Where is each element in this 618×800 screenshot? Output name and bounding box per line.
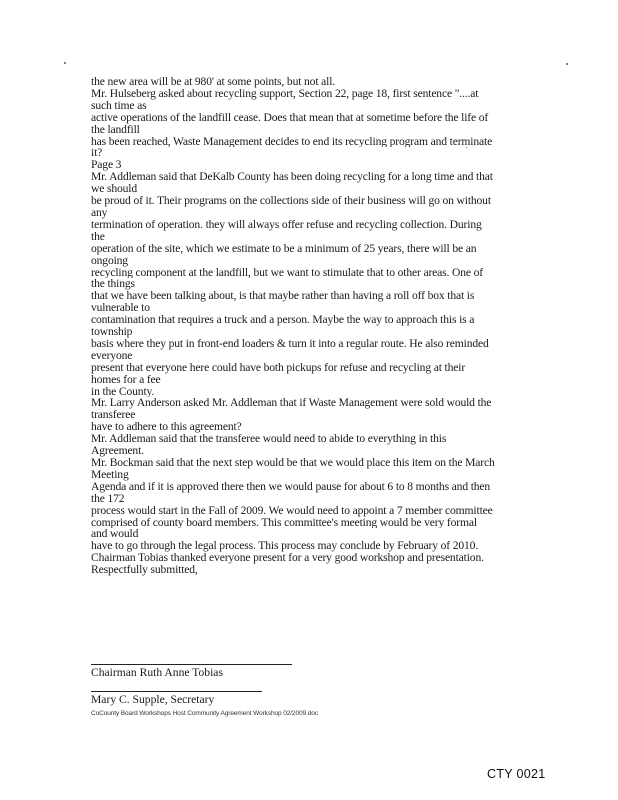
body-line: the [91, 230, 105, 243]
body-line: homes for a fee [91, 373, 161, 386]
body-line: have to go through the legal process. This process may conclude by February of 2010. [91, 540, 479, 553]
body-line: present that everyone here could have both pickups for refuse and recycling at their [91, 361, 466, 374]
secretary-name: Mary C. Supple, Secretary [91, 693, 215, 706]
body-line: have to adhere to this agreement? [91, 421, 242, 434]
body-line: Mr. Bockman said that the next step would be that we would place this item on the March [91, 457, 495, 469]
body-line: basis where they put in front-end loaders & turn it into a regular route. He also reminded [91, 337, 489, 350]
body-line: Mr. Addleman said that the transferee would need to abide to everything in this [91, 433, 447, 446]
body-line: transferee [91, 409, 136, 422]
body-line: Page 3 [91, 159, 122, 172]
body-line: everyone [91, 349, 133, 362]
body-line: the things [91, 278, 135, 291]
body-line: Chairman Tobias thanked everyone present for a very good workshop and presentation. [91, 552, 484, 565]
body-line: be proud of it. Their programs on the collections side of their business will go on without [91, 195, 491, 207]
body-line: recycling component at the landfill, but we want to stimulate that to other areas. One of [91, 266, 483, 279]
scan-speck [566, 63, 568, 65]
body-line: Respectfully submitted, [91, 564, 198, 577]
body-line: the landfill [91, 123, 140, 136]
body-line: Meeting [91, 468, 129, 481]
secretary-signature-block [91, 691, 391, 706]
body-line: active operations of the landfill cease. Does that mean that at sometime before the life of [91, 111, 489, 124]
body-line: ongoing [91, 254, 128, 267]
body-line: Agenda and if it is approved there then we would pause for about 6 to 8 months and then [91, 480, 491, 493]
chairman-signature-block [91, 664, 391, 679]
body-line: Mr. Larry Anderson asked Mr. Addleman that if Waste Management were sold would the [91, 397, 492, 410]
bates-stamp: CTY 0021 [487, 767, 546, 781]
body-line: we should [91, 183, 137, 196]
body-line: any [91, 206, 108, 219]
chairman-name: Chairman Ruth Anne Tobias [91, 666, 223, 679]
body-line: has been reached, Waste Management decides to end its recycling program and terminate [91, 135, 493, 148]
body-line: operation of the site, which we estimate to be a minimum of 25 years, there will be an [91, 242, 477, 255]
body-line: the 172 [91, 492, 125, 505]
secretary-signature-line [91, 691, 262, 692]
body-line: in the County. [91, 385, 155, 398]
body-line: township [91, 326, 133, 338]
body-line: the new area will be at 980' at some points, but not all. [91, 76, 336, 88]
body-line: contamination that requires a truck and a person. Maybe the way to approach this is a [91, 314, 475, 327]
document-file-path: CoCounty Board Workshops Host Community Agreement Workshop 02/2009.doc [91, 710, 318, 717]
scan-speck [64, 62, 66, 64]
minutes-body [91, 76, 536, 576]
chairman-signature-line [91, 664, 292, 665]
body-line: vulnerable to [91, 302, 150, 315]
body-line: that we have been talking about, is that maybe rather than having a roll off box that is [91, 290, 475, 303]
body-line: Mr. Addleman said that DeKalb County has been doing recycling for a long time and that [91, 171, 493, 184]
body-line: it? [91, 147, 103, 160]
body-line: Mr. Hulseberg asked about recycling support, Section 22, page 18, first sentence "....at [91, 87, 479, 100]
body-line: and would [91, 528, 139, 541]
body-line: comprised of county board members. This committee's meeting would be very formal [91, 516, 477, 529]
body-line: termination of operation. they will always offer refuse and recycling collection. During [91, 218, 482, 231]
body-line: Agreement. [91, 445, 144, 457]
body-line: process would start in the Fall of 2009. We would need to appoint a 7 member committee [91, 504, 493, 517]
body-line: such time as [91, 99, 147, 112]
